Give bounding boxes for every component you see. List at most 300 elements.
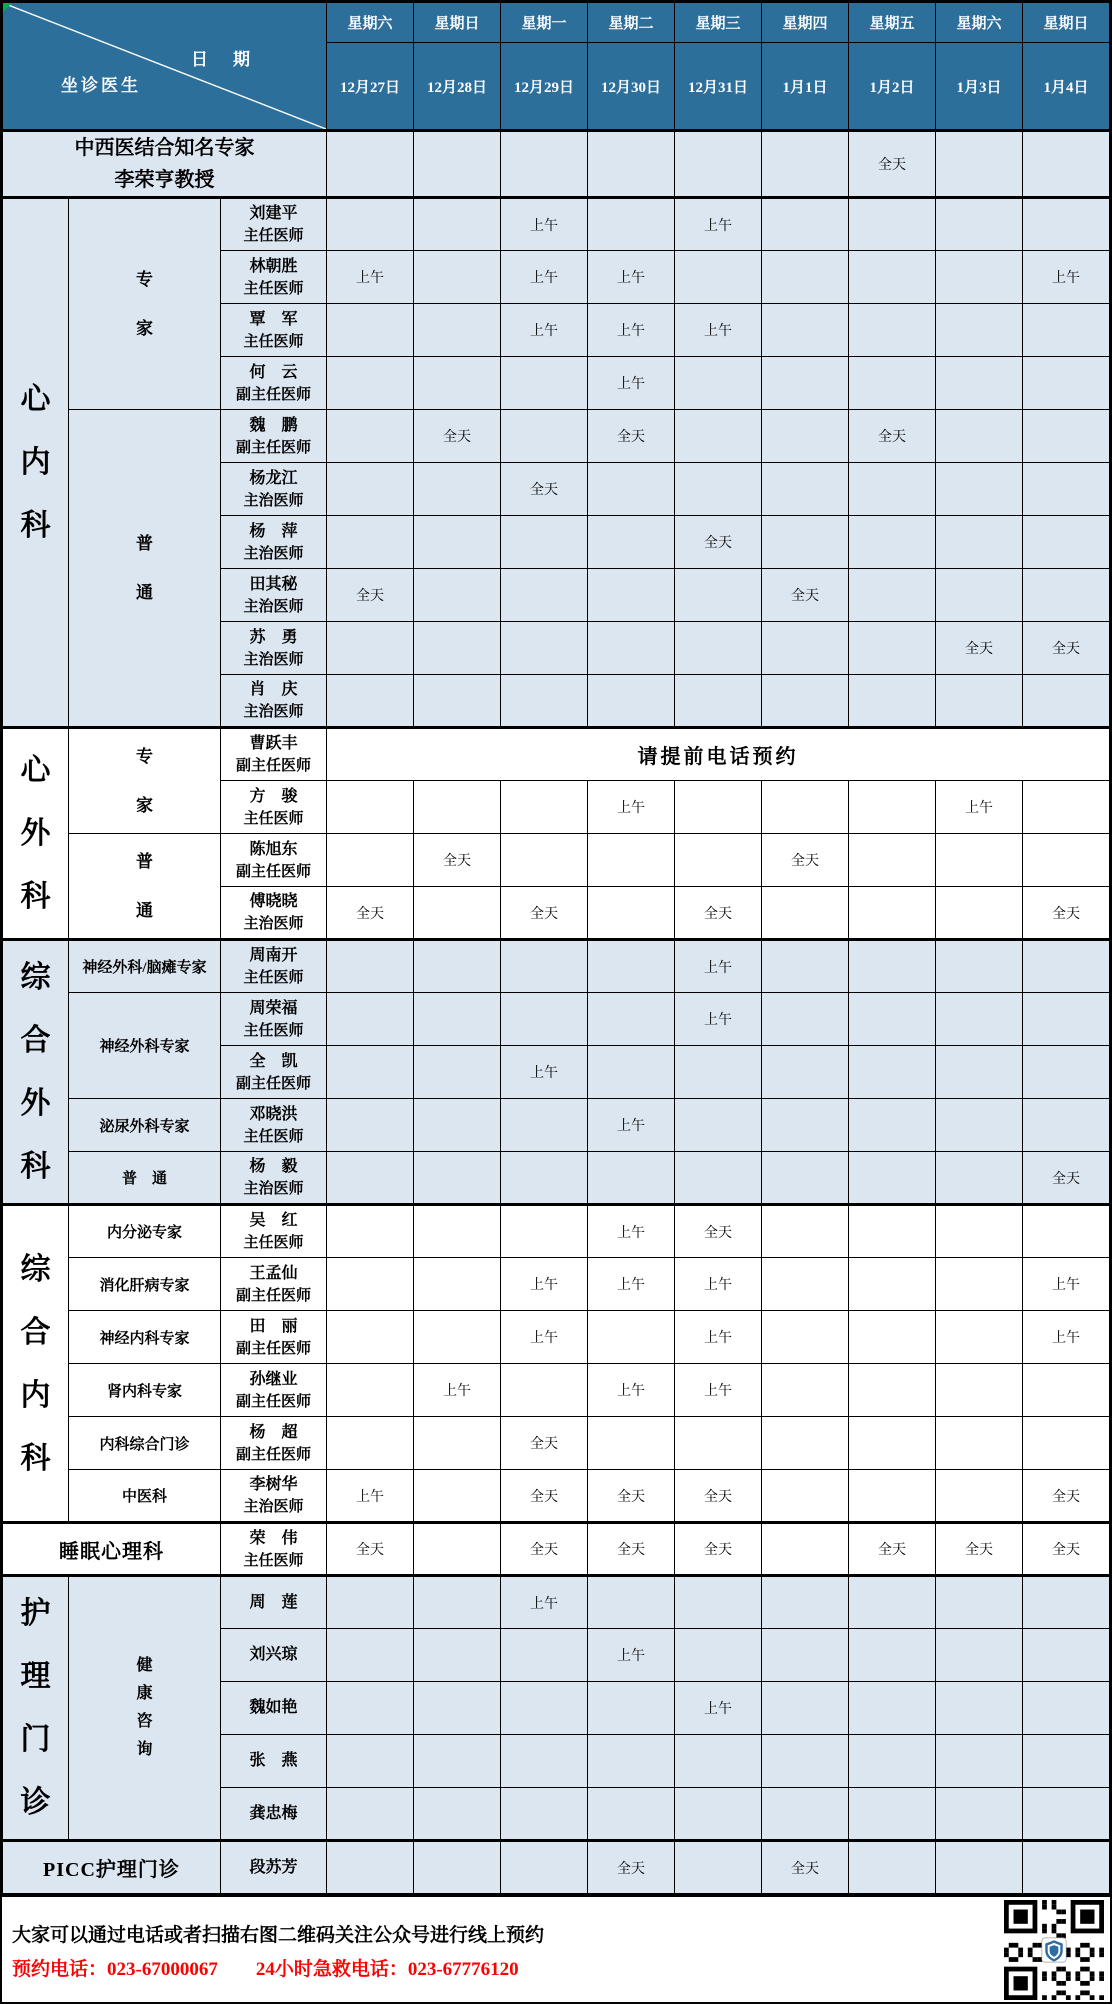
schedule-cell [414, 1576, 501, 1629]
schedule-cell: 全天 [501, 1470, 588, 1523]
schedule-cell [936, 357, 1023, 410]
schedule-cell [849, 463, 936, 516]
doctor-title: 主任医师 [243, 970, 304, 987]
category-label-text: 泌尿外科专家 [99, 1118, 190, 1135]
doctor-title: 主治医师 [243, 1181, 304, 1198]
category-label-text: 消化肝病专家 [99, 1277, 190, 1294]
weekday-header: 星期一 [501, 3, 588, 43]
doctor-name: 荣 伟 [249, 1529, 298, 1547]
schedule-cell [327, 463, 414, 516]
schedule-cell [936, 1311, 1023, 1364]
schedule-cell [501, 410, 588, 463]
schedule-cell: 全天 [849, 131, 936, 198]
schedule-cell: 全天 [762, 569, 849, 622]
doctor-name: 陈旭东 [249, 840, 298, 858]
schedule-cell: 全天 [675, 516, 762, 569]
schedule-cell [1023, 1682, 1110, 1735]
doctor-title: 主治医师 [243, 598, 304, 615]
schedule-cell [675, 1099, 762, 1152]
schedule-cell [849, 940, 936, 993]
category-label [69, 1205, 221, 1258]
schedule-cell: 全天 [327, 887, 414, 940]
schedule-cell [675, 1735, 762, 1788]
doctor-name: 方 骏 [249, 787, 298, 805]
schedule-cell [936, 463, 1023, 516]
schedule-cell [414, 198, 501, 251]
weekday-header: 星期三 [675, 3, 762, 43]
diagonal-line [3, 3, 326, 129]
schedule-cell [501, 675, 588, 728]
schedule-cell [936, 1258, 1023, 1311]
section-label: 护 理 门 诊 [3, 1576, 69, 1841]
schedule-cell [675, 834, 762, 887]
schedule-cell: 全天 [762, 834, 849, 887]
doctor-title: 主治医师 [243, 545, 304, 562]
doctor-name: 刘建平 [249, 205, 298, 223]
schedule-cell [501, 516, 588, 569]
schedule-cell [762, 1417, 849, 1470]
schedule-cell [327, 1417, 414, 1470]
doctor-title: 副主任医师 [236, 439, 312, 456]
schedule-cell: 上午 [1023, 1258, 1110, 1311]
schedule-cell: 上午 [675, 1311, 762, 1364]
doctor-name: 杨 超 [249, 1423, 298, 1441]
schedule-cell [849, 887, 936, 940]
schedule-cell [327, 1788, 414, 1841]
category-label [69, 1364, 221, 1417]
doctor-cell [221, 1682, 327, 1735]
schedule-cell [327, 1629, 414, 1682]
schedule-cell [588, 993, 675, 1046]
category-label [69, 1417, 221, 1470]
schedule-cell [1023, 569, 1110, 622]
schedule-cell: 上午 [588, 1099, 675, 1152]
schedule-cell [936, 675, 1023, 728]
schedule-cell [414, 516, 501, 569]
category-label [69, 993, 221, 1099]
schedule-cell [1023, 410, 1110, 463]
schedule-cell [327, 1099, 414, 1152]
schedule-cell [849, 1205, 936, 1258]
doctor-name: 杨龙江 [249, 469, 298, 487]
doctor-name: 魏如艳 [249, 1699, 298, 1716]
schedule-cell: 上午 [675, 993, 762, 1046]
schedule-cell: 上午 [414, 1364, 501, 1417]
schedule-cell [936, 1417, 1023, 1470]
schedule-cell [327, 1205, 414, 1258]
doctor-name: 王孟仙 [249, 1264, 298, 1282]
doctor-name: 林朝胜 [249, 257, 298, 275]
schedule-cell [849, 1629, 936, 1682]
doctor-name: 周 莲 [249, 1593, 298, 1611]
schedule-cell: 全天 [675, 1523, 762, 1576]
doctor-cell [221, 993, 327, 1046]
schedule-cell [936, 251, 1023, 304]
category-label: 专 家 [69, 728, 221, 834]
phone-booking-note: 请提前电话预约 [327, 728, 1110, 781]
schedule-cell [762, 1682, 849, 1735]
category-label-text: 神经内科专家 [99, 1330, 190, 1347]
doctor-title: 主任医师 [243, 810, 304, 827]
schedule-cell: 上午 [327, 251, 414, 304]
corner-cell [3, 3, 327, 131]
schedule-cell: 上午 [588, 251, 675, 304]
schedule-cell [849, 1576, 936, 1629]
schedule-cell [849, 1099, 936, 1152]
schedule-cell [327, 1311, 414, 1364]
schedule-cell [762, 1735, 849, 1788]
schedule-cell: 上午 [936, 781, 1023, 834]
schedule-cell [414, 993, 501, 1046]
category-label: 普 通 [69, 834, 221, 940]
schedule-cell: 上午 [675, 1682, 762, 1735]
schedule-cell [414, 1046, 501, 1099]
schedule-cell [414, 304, 501, 357]
schedule-cell [501, 1682, 588, 1735]
schedule-cell [762, 304, 849, 357]
schedule-cell [327, 410, 414, 463]
schedule-cell [762, 1629, 849, 1682]
schedule-cell [588, 569, 675, 622]
schedule-cell [588, 622, 675, 675]
weekday-header: 星期日 [414, 3, 501, 43]
schedule-cell [414, 1735, 501, 1788]
footer-text-block [12, 1920, 544, 1981]
schedule-cell [762, 357, 849, 410]
schedule-cell [501, 940, 588, 993]
doctor-title: 主任医师 [243, 1128, 304, 1145]
schedule-cell [327, 993, 414, 1046]
schedule-cell [1023, 1364, 1110, 1417]
doctor-schedule-table [2, 2, 1110, 1894]
doctor-name: 李树华 [249, 1476, 298, 1494]
category-label [69, 940, 221, 993]
schedule-cell [762, 463, 849, 516]
schedule-cell [762, 1311, 849, 1364]
schedule-cell: 全天 [675, 1470, 762, 1523]
doctor-cell [221, 251, 327, 304]
schedule-cell: 上午 [675, 1364, 762, 1417]
schedule-cell [414, 357, 501, 410]
schedule-cell [414, 1470, 501, 1523]
schedule-cell [762, 1576, 849, 1629]
corner-date-label: 日 期 [191, 50, 254, 69]
schedule-cell [414, 1788, 501, 1841]
doctor-cell [221, 463, 327, 516]
schedule-cell [414, 251, 501, 304]
schedule-cell [1023, 675, 1110, 728]
schedule-cell [849, 1046, 936, 1099]
schedule-cell [936, 1841, 1023, 1894]
doctor-cell [221, 781, 327, 834]
schedule-cell [414, 622, 501, 675]
schedule-cell [414, 1682, 501, 1735]
schedule-cell [1023, 516, 1110, 569]
schedule-cell [849, 1470, 936, 1523]
schedule-cell [588, 834, 675, 887]
schedule-cell [849, 781, 936, 834]
schedule-cell: 上午 [675, 940, 762, 993]
schedule-cell [588, 1576, 675, 1629]
schedule-cell [1023, 1735, 1110, 1788]
category-label-text: 肾内科专家 [106, 1383, 182, 1400]
doctor-cell [221, 940, 327, 993]
schedule-cell [936, 1788, 1023, 1841]
schedule-cell: 全天 [1023, 1470, 1110, 1523]
schedule-cell: 上午 [588, 1258, 675, 1311]
schedule-cell: 上午 [588, 1364, 675, 1417]
category-label-text: 中医科 [121, 1489, 167, 1505]
schedule-cell [762, 993, 849, 1046]
schedule-cell [327, 781, 414, 834]
schedule-cell [1023, 198, 1110, 251]
schedule-cell [414, 781, 501, 834]
doctor-title: 主治医师 [243, 651, 304, 668]
schedule-cell [762, 887, 849, 940]
date-header: 12月29日 [501, 43, 588, 131]
schedule-cell [849, 198, 936, 251]
schedule-cell: 上午 [675, 1258, 762, 1311]
section-label: 综 合 内 科 [3, 1205, 69, 1523]
schedule-cell [588, 887, 675, 940]
schedule-cell [675, 781, 762, 834]
category-label [69, 1152, 221, 1205]
schedule-cell: 全天 [1023, 622, 1110, 675]
schedule-cell: 全天 [936, 622, 1023, 675]
schedule-cell [1023, 1788, 1110, 1841]
schedule-cell [327, 1735, 414, 1788]
schedule-cell: 全天 [588, 1841, 675, 1894]
schedule-cell: 全天 [414, 834, 501, 887]
schedule-cell [414, 1417, 501, 1470]
doctor-title: 副主任医师 [236, 1340, 312, 1357]
schedule-cell [936, 887, 1023, 940]
schedule-cell [501, 1735, 588, 1788]
date-header: 12月27日 [327, 43, 414, 131]
schedule-cell [762, 622, 849, 675]
schedule-cell: 上午 [588, 304, 675, 357]
schedule-cell [849, 1152, 936, 1205]
doctor-cell [221, 1364, 327, 1417]
schedule-cell [762, 516, 849, 569]
schedule-cell [414, 1841, 501, 1894]
schedule-cell [675, 1046, 762, 1099]
schedule-cell [327, 1682, 414, 1735]
schedule-cell: 上午 [501, 304, 588, 357]
schedule-cell [762, 198, 849, 251]
schedule-cell: 上午 [327, 1470, 414, 1523]
schedule-cell: 全天 [327, 569, 414, 622]
doctor-name: 魏 鹏 [249, 416, 298, 434]
schedule-cell [849, 251, 936, 304]
schedule-cell [762, 1046, 849, 1099]
weekday-header: 星期五 [849, 3, 936, 43]
schedule-cell [414, 569, 501, 622]
category-label-text: 神经外科专家 [99, 1039, 190, 1055]
schedule-cell [762, 1258, 849, 1311]
doctor-cell [221, 1099, 327, 1152]
date-header: 1月4日 [1023, 43, 1110, 131]
schedule-cell: 全天 [501, 463, 588, 516]
schedule-cell [501, 993, 588, 1046]
doctor-name: 张 燕 [249, 1752, 298, 1769]
schedule-cell [675, 569, 762, 622]
doctor-title: 副主任医师 [236, 386, 312, 403]
schedule-cell [414, 1258, 501, 1311]
doctor-title: 副主任医师 [236, 1446, 312, 1463]
featured-specialist-row [3, 131, 1110, 198]
schedule-cell: 全天 [501, 1417, 588, 1470]
schedule-cell [588, 940, 675, 993]
schedule-cell: 全天 [1023, 1152, 1110, 1205]
doctor-cell [221, 304, 327, 357]
doctor-cell [221, 728, 327, 781]
schedule-cell [1023, 1417, 1110, 1470]
date-header: 12月30日 [588, 43, 675, 131]
schedule-cell [414, 1311, 501, 1364]
schedule-cell [1023, 1576, 1110, 1629]
category-label: 健 康 咨 询 [69, 1576, 221, 1841]
schedule-cell [588, 1417, 675, 1470]
schedule-cell [675, 410, 762, 463]
doctor-name: 杨 毅 [249, 1158, 298, 1176]
schedule-cell: 上午 [588, 1629, 675, 1682]
schedule-cell [501, 834, 588, 887]
schedule-cell [675, 1576, 762, 1629]
schedule-cell: 全天 [762, 1841, 849, 1894]
doctor-title: 主任医师 [243, 1552, 304, 1569]
schedule-cell [936, 1099, 1023, 1152]
schedule-cell [588, 675, 675, 728]
date-header: 1月3日 [936, 43, 1023, 131]
schedule-cell [762, 1205, 849, 1258]
doctor-name: 杨 萍 [249, 522, 298, 540]
schedule-cell: 上午 [588, 1205, 675, 1258]
schedule-cell [588, 1788, 675, 1841]
doctor-title: 副主任医师 [236, 758, 312, 775]
category-label [69, 1258, 221, 1311]
schedule-cell [1023, 834, 1110, 887]
schedule-cell [849, 1682, 936, 1735]
schedule-cell [849, 1417, 936, 1470]
schedule-cell [327, 1576, 414, 1629]
category-label-text: 内科综合门诊 [99, 1436, 190, 1453]
schedule-cell: 上午 [501, 1258, 588, 1311]
doctor-cell [221, 675, 327, 728]
weekday-header: 星期日 [1023, 3, 1110, 43]
doctor-name: 邓晓洪 [249, 1105, 298, 1123]
schedule-cell [414, 1523, 501, 1576]
schedule-cell [1023, 1629, 1110, 1682]
date-header: 1月1日 [762, 43, 849, 131]
schedule-cell [675, 131, 762, 198]
schedule-cell [762, 1364, 849, 1417]
doctor-cell [221, 622, 327, 675]
schedule-cell [1023, 357, 1110, 410]
schedule-cell [414, 1205, 501, 1258]
doctor-name: 苏 勇 [249, 628, 298, 646]
schedule-cell: 全天 [675, 887, 762, 940]
schedule-cell [501, 622, 588, 675]
schedule-cell [588, 1152, 675, 1205]
schedule-cell [675, 1841, 762, 1894]
schedule-cell [414, 1099, 501, 1152]
schedule-cell [849, 304, 936, 357]
schedule-cell [327, 1364, 414, 1417]
schedule-cell [414, 1152, 501, 1205]
schedule-cell: 全天 [414, 410, 501, 463]
doctor-title: 主任医师 [243, 280, 304, 297]
schedule-cell: 全天 [849, 410, 936, 463]
schedule-cell [936, 1735, 1023, 1788]
schedule-cell [1023, 1046, 1110, 1099]
qr-code [1004, 1900, 1104, 2000]
schedule-cell [849, 1258, 936, 1311]
weekday-header: 星期六 [936, 3, 1023, 43]
footer-phone-numbers: 预约电话：023-67000067 24小时急救电话：023-67776120 [12, 1958, 519, 1980]
schedule-cell: 上午 [675, 304, 762, 357]
date-header: 1月2日 [849, 43, 936, 131]
schedule-cell [588, 1046, 675, 1099]
schedule-cell [1023, 1841, 1110, 1894]
schedule-cell: 全天 [1023, 887, 1110, 940]
schedule-cell [327, 516, 414, 569]
doctor-name: 曹跃丰 [249, 735, 298, 753]
schedule-cell [936, 198, 1023, 251]
doctor-name: 全 凯 [249, 1052, 298, 1070]
doctor-cell [221, 1523, 327, 1576]
doctor-title: 主任医师 [243, 1235, 304, 1252]
schedule-cell [936, 1576, 1023, 1629]
doctor-cell [221, 516, 327, 569]
schedule-cell [849, 675, 936, 728]
schedule-cell [501, 1364, 588, 1417]
doctor-name: 傅晓晓 [249, 893, 298, 911]
schedule-cell: 上午 [588, 781, 675, 834]
schedule-cell [501, 1099, 588, 1152]
schedule-cell [849, 357, 936, 410]
schedule-cell [936, 993, 1023, 1046]
schedule-cell: 上午 [588, 357, 675, 410]
category-label-text: 普 通 [121, 1171, 167, 1187]
schedule-cell: 全天 [501, 1523, 588, 1576]
weekday-header: 星期四 [762, 3, 849, 43]
schedule-cell [675, 1629, 762, 1682]
schedule-cell [849, 1364, 936, 1417]
schedule-cell [588, 1735, 675, 1788]
schedule-cell [327, 304, 414, 357]
doctor-cell [221, 1788, 327, 1841]
section-label: 综 合 外 科 [3, 940, 69, 1205]
schedule-cell [501, 131, 588, 198]
schedule-cell [327, 1046, 414, 1099]
doctor-name: 肖 庆 [249, 681, 298, 699]
doctor-cell [221, 1417, 327, 1470]
corner-doctor-label: 坐诊医生 [61, 76, 141, 95]
schedule-cell: 上午 [501, 1576, 588, 1629]
schedule-cell: 全天 [327, 1523, 414, 1576]
doctor-cell [221, 1311, 327, 1364]
schedule-cell [849, 622, 936, 675]
category-label [69, 1470, 221, 1523]
schedule-cell [849, 834, 936, 887]
schedule-cell [327, 622, 414, 675]
selection-marker-icon [3, 3, 12, 12]
schedule-cell [327, 1258, 414, 1311]
schedule-cell [936, 1470, 1023, 1523]
doctor-cell [221, 1470, 327, 1523]
schedule-cell: 上午 [1023, 251, 1110, 304]
